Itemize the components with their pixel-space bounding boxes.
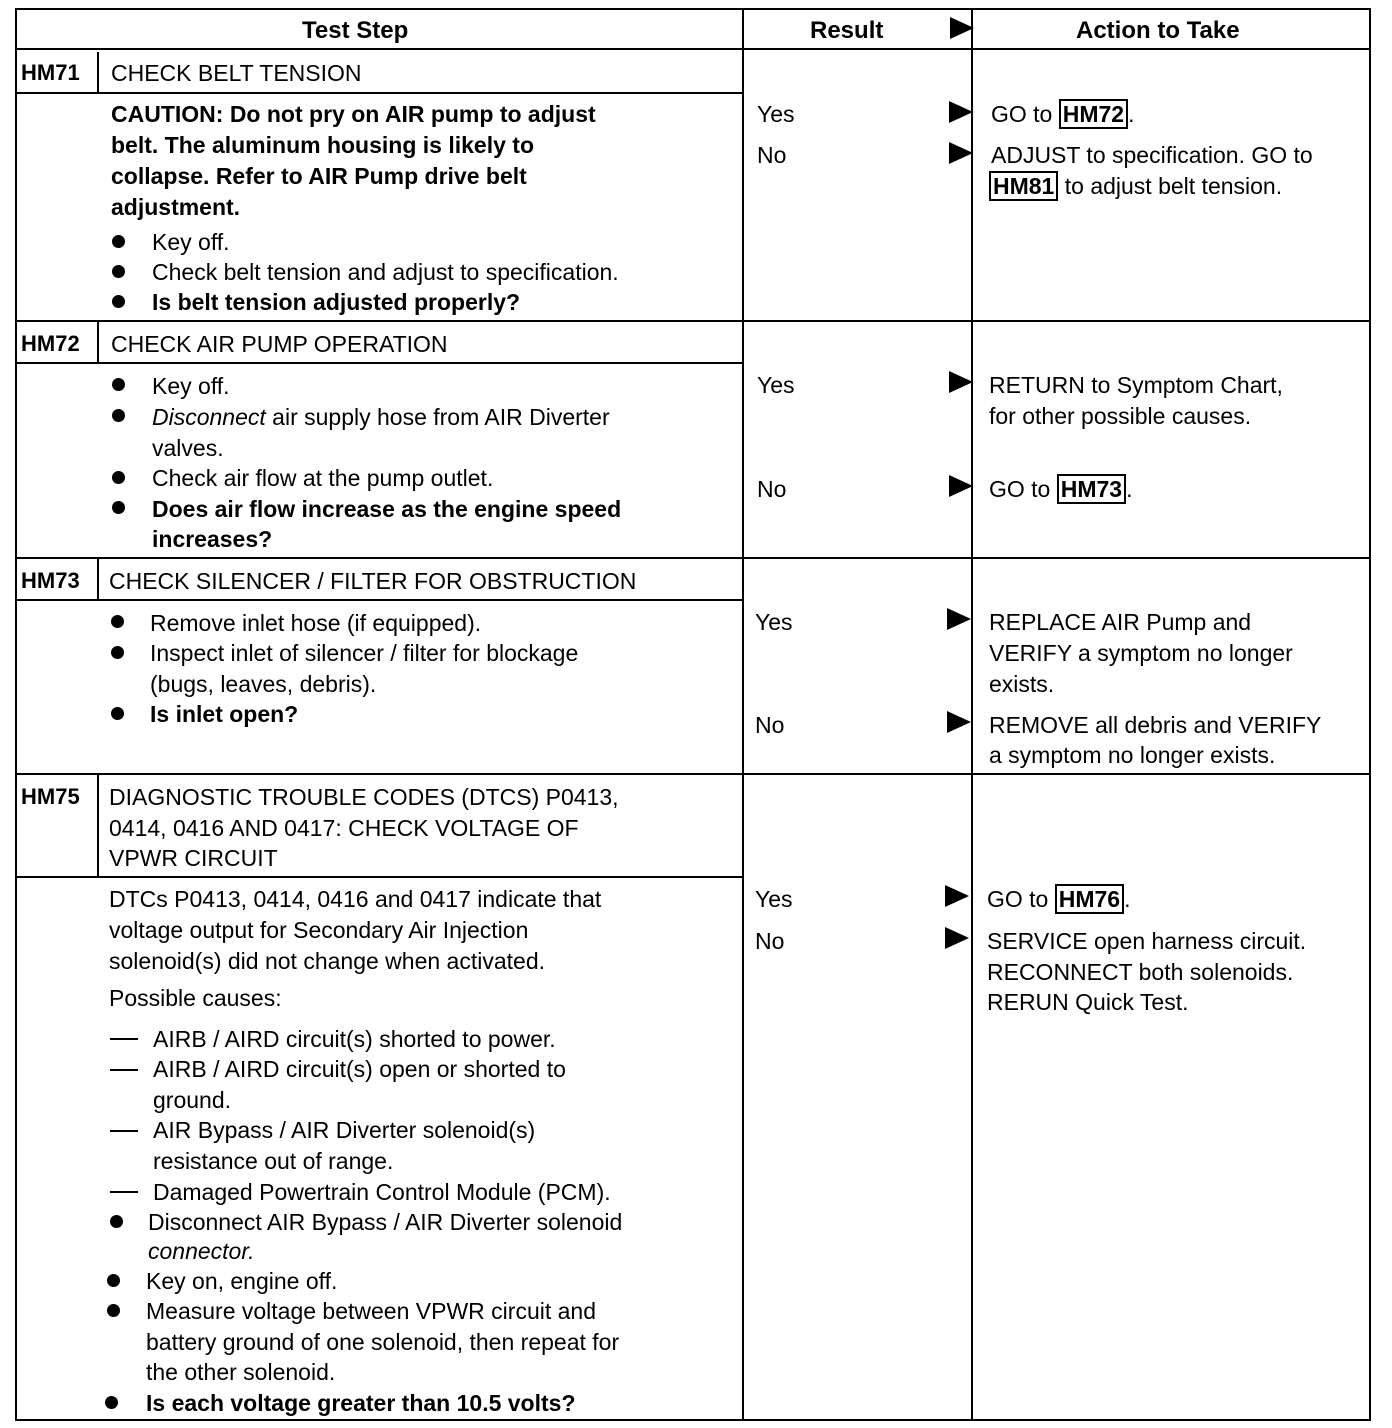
- dash-icon: [110, 1069, 138, 1071]
- hm75-result-yes: Yes: [755, 886, 793, 912]
- hm72-question-line-2: increases?: [152, 526, 273, 552]
- code-divider-hm72: [97, 322, 99, 364]
- bullet-icon: [111, 615, 124, 628]
- hm75-intro-line-2: voltage output for Secondary Air Injection: [109, 917, 529, 943]
- hm75-yes-ref-link[interactable]: HM76: [1055, 884, 1124, 914]
- hm72-action-no: [989, 474, 1133, 504]
- hm75-title-line-2: 0414, 0416 AND 0417: CHECK VOLTAGE OF: [109, 815, 579, 841]
- hm71-result-yes: Yes: [757, 101, 795, 127]
- hm73-step-2-line-2: (bugs, leaves, debris).: [150, 671, 377, 697]
- hm75-causes-label: Possible causes:: [109, 985, 282, 1011]
- row-separator-hm75: [15, 773, 1371, 775]
- arrow-right-icon: [949, 371, 973, 393]
- hm71-question: Is belt tension adjusted properly?: [152, 289, 521, 315]
- hm75-action-yes: [987, 884, 1131, 914]
- code-divider-hm73: [97, 559, 99, 601]
- bullet-icon: [112, 235, 125, 248]
- hm71-yes-ref-link[interactable]: HM72: [1059, 99, 1128, 129]
- hm72-question-line-1: Does air flow increase as the engine speed: [152, 496, 622, 522]
- hm71-caution-line-3: collapse. Refer to AIR Pump drive belt: [111, 163, 527, 189]
- arrow-right-icon: [947, 711, 971, 733]
- hm71-caution-line-2: belt. The aluminum housing is likely to: [111, 132, 534, 158]
- dash-icon: [110, 1191, 138, 1193]
- column-divider-action: [971, 8, 973, 1421]
- code-divider-hm75: [97, 775, 99, 877]
- hm73-question: Is inlet open?: [150, 701, 299, 727]
- hm75-action-no-line-2: RECONNECT both solenoids.: [987, 959, 1294, 985]
- hm73-title: CHECK SILENCER / FILTER FOR OBSTRUCTION: [109, 568, 637, 594]
- hm75-cause-3-line-2: resistance out of range.: [153, 1148, 394, 1174]
- hm71-caution-line-1: CAUTION: Do not pry on AIR pump to adjust: [111, 101, 596, 127]
- bullet-icon: [107, 1274, 120, 1287]
- arrow-right-icon: [949, 101, 973, 123]
- bullet-icon: [111, 707, 124, 720]
- hm75-title-line-3: VPWR CIRCUIT: [109, 845, 278, 871]
- hm72-no-period: .: [1126, 476, 1133, 502]
- row-separator-hm72: [15, 320, 1371, 322]
- hm72-action-yes-line-2: for other possible causes.: [989, 403, 1252, 429]
- arrow-right-icon: [949, 475, 973, 497]
- hm71-caution-line-4: adjustment.: [111, 194, 241, 220]
- hm73-step-2-line-1: Inspect inlet of silencer / filter for blockage: [150, 640, 579, 666]
- bullet-icon: [111, 646, 124, 659]
- header-separator: [15, 48, 1371, 50]
- hm72-step-1: Key off.: [152, 373, 230, 399]
- row-separator-hm73: [15, 557, 1371, 559]
- hm73-action-yes-line-2: VERIFY a symptom no longer: [989, 640, 1293, 666]
- hm75-cause-2-line-2: ground.: [153, 1087, 232, 1113]
- hm73-action-no-line-2: a symptom no longer exists.: [989, 742, 1276, 768]
- hm75-cause-4: Damaged Powertrain Control Module (PCM).: [153, 1179, 611, 1205]
- bullet-icon: [105, 1396, 118, 1409]
- hm72-no-text: GO to: [989, 476, 1051, 502]
- hm72-step-2-rest: air supply hose from AIR Diverter: [265, 404, 610, 430]
- hm71-title-separator: [15, 92, 742, 94]
- hm72-step-2-italic: Disconnect: [152, 404, 266, 430]
- hm75-title-line-1: DIAGNOSTIC TROUBLE CODES (DTCS) P0413,: [109, 784, 619, 810]
- hm75-step-2: Key on, engine off.: [146, 1268, 338, 1294]
- hm75-code: HM75: [21, 784, 80, 809]
- hm75-cause-3-line-1: AIR Bypass / AIR Diverter solenoid(s): [153, 1117, 536, 1143]
- hm75-title-separator: [15, 876, 742, 878]
- hm71-yes-text: GO to: [991, 101, 1053, 127]
- hm75-action-no-line-1: SERVICE open harness circuit.: [987, 928, 1307, 954]
- hm75-yes-text: GO to: [987, 886, 1049, 912]
- hm73-result-yes: Yes: [755, 609, 793, 635]
- bullet-icon: [112, 378, 125, 391]
- hm73-action-no-line-1: REMOVE all debris and VERIFY: [989, 712, 1322, 738]
- hm72-result-yes: Yes: [757, 372, 795, 398]
- code-divider-hm71: [97, 52, 99, 94]
- dash-icon: [110, 1038, 138, 1040]
- hm71-code: HM71: [21, 60, 80, 85]
- arrow-right-icon: [945, 927, 969, 949]
- hm75-result-no: No: [755, 928, 785, 954]
- column-divider-result: [742, 8, 744, 1421]
- hm72-result-no: No: [757, 476, 787, 502]
- header-arrow-icon: [950, 17, 974, 39]
- hm71-step-1: Key off.: [152, 229, 230, 255]
- hm75-step-3-line-2: battery ground of one solenoid, then repeat for: [146, 1329, 620, 1355]
- hm73-title-separator: [15, 599, 742, 601]
- bullet-icon: [107, 1304, 120, 1317]
- bullet-icon: [112, 471, 125, 484]
- hm75-question: Is each voltage greater than 10.5 volts?: [146, 1390, 576, 1416]
- hm71-yes-period: .: [1128, 101, 1135, 127]
- hm72-title: CHECK AIR PUMP OPERATION: [111, 331, 448, 357]
- hm73-step-1: Remove inlet hose (if equipped).: [150, 610, 482, 636]
- hm72-no-ref-link[interactable]: HM73: [1057, 474, 1126, 504]
- bullet-icon: [112, 501, 125, 514]
- hm75-action-no-line-3: RERUN Quick Test.: [987, 989, 1189, 1015]
- hm71-no-text: to adjust belt tension.: [1064, 173, 1283, 199]
- hm72-code: HM72: [21, 331, 80, 356]
- hm73-action-yes-line-1: REPLACE AIR Pump and: [989, 609, 1252, 635]
- header-action: Action to Take: [1076, 17, 1240, 44]
- arrow-right-icon: [947, 608, 971, 630]
- hm73-action-yes-line-3: exists.: [989, 671, 1055, 697]
- header-test-step: Test Step: [302, 17, 409, 44]
- hm72-title-separator: [15, 362, 742, 364]
- bullet-icon: [112, 409, 125, 422]
- bullet-icon: [112, 295, 125, 308]
- bullet-icon: [110, 1215, 123, 1228]
- hm75-cause-2-line-1: AIRB / AIRD circuit(s) open or shorted to: [153, 1056, 566, 1082]
- hm71-action-no-line-1: ADJUST to specification. GO to: [991, 142, 1313, 168]
- hm75-step-3-line-3: the other solenoid.: [146, 1359, 336, 1385]
- hm75-step-1-line-2: connector.: [148, 1238, 255, 1264]
- hm71-no-ref-link[interactable]: HM81: [989, 171, 1058, 201]
- hm71-action-yes: [991, 99, 1135, 129]
- hm71-title: CHECK BELT TENSION: [111, 60, 362, 86]
- hm75-cause-1: AIRB / AIRD circuit(s) shorted to power.: [153, 1026, 556, 1052]
- hm72-step-2: [152, 402, 610, 432]
- hm72-step-3: Check air flow at the pump outlet.: [152, 465, 494, 491]
- hm72-step-2-cont: valves.: [152, 435, 224, 461]
- hm71-step-2: Check belt tension and adjust to specification.: [152, 259, 619, 285]
- hm72-action-yes-line-1: RETURN to Symptom Chart,: [989, 372, 1283, 398]
- dash-icon: [110, 1130, 138, 1132]
- arrow-right-icon: [949, 142, 973, 164]
- hm71-result-no: No: [757, 142, 787, 168]
- bullet-icon: [112, 265, 125, 278]
- hm75-intro-line-1: DTCs P0413, 0414, 0416 and 0417 indicate that: [109, 886, 602, 912]
- hm75-intro-line-3: solenoid(s) did not change when activated.: [109, 948, 546, 974]
- hm71-action-no-line-2: [989, 171, 1282, 201]
- hm73-code: HM73: [21, 568, 80, 593]
- hm73-result-no: No: [755, 712, 785, 738]
- hm75-yes-period: .: [1124, 886, 1131, 912]
- header-result: Result: [810, 17, 884, 44]
- hm75-step-3-line-1: Measure voltage between VPWR circuit and: [146, 1298, 596, 1324]
- hm75-step-1-line-1: Disconnect AIR Bypass / AIR Diverter solenoid: [148, 1209, 623, 1235]
- arrow-right-icon: [945, 885, 969, 907]
